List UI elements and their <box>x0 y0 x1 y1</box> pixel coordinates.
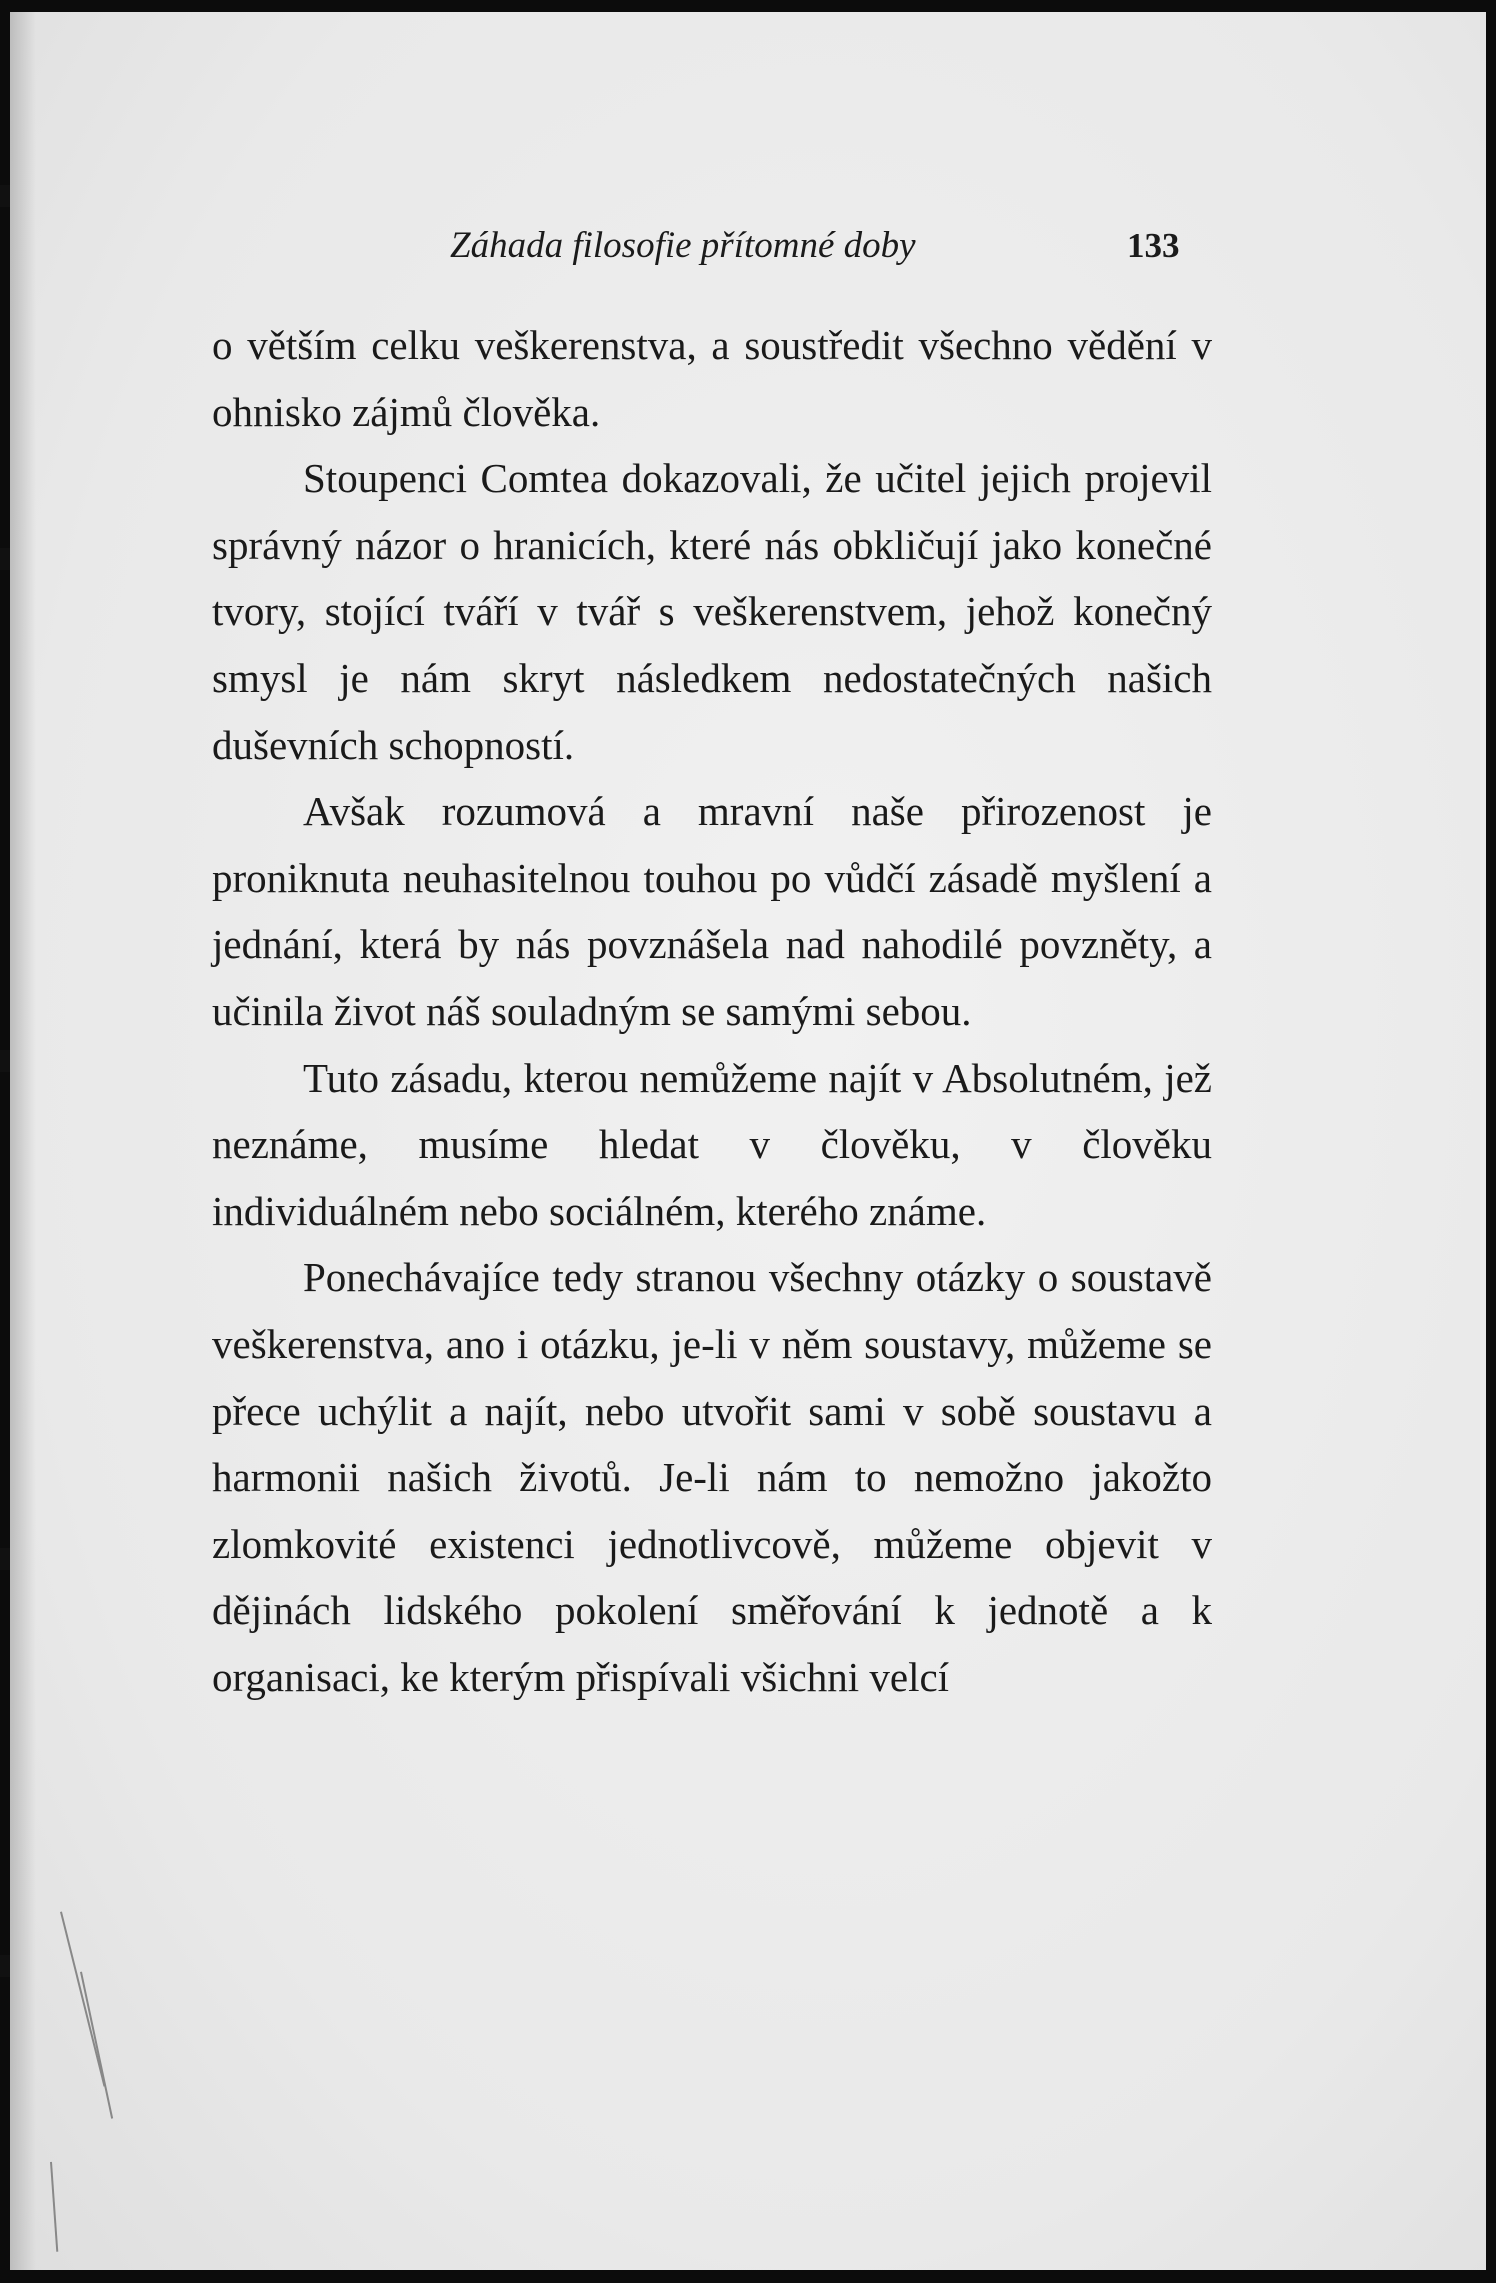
paragraph-4: Tuto zásadu, kterou nemůžeme najít v Absolutném, jež neznáme, musíme hledat v člověku, v člověku individuálném nebo sociálném, kterého známe. <box>212 1054 1212 1234</box>
paragraph-5: Ponechávajíce tedy stranou všechny otázky o soustavě veškerenstva, ano i otázku, je-li v něm soustavy, můžeme se přece uchýlit a najít, nebo utvořit sami v sobě soustavu a harmonii našich životů. Je-li nám to nemožno jakožto zlomkovité existenci jednotlivcově, můžeme objevit v dějinách lidského pokolení směřování k jednotě a k organisaci, ke kterým přispívali všichni velcí <box>212 1254 1212 1700</box>
running-title: Záhada filosofie přítomné doby <box>450 225 916 266</box>
book-page <box>10 12 1486 2270</box>
scan-scratch <box>80 1972 113 2119</box>
binding-mark <box>0 1548 10 1570</box>
paragraph-3: Avšak rozumová a mravní naše přirozenost je proniknuta neuhasitelnou touhou po vůdčí zásadě myšlení a jednání, která by nás povznášela nad nahodilé povzněty, a učinila život náš souladným se samými sebou. <box>212 788 1212 1034</box>
binding-mark <box>0 548 10 570</box>
paragraph-1: o větším celku veškerenstva, a soustředit všechno vědění v ohnisko zájmů člověka. <box>212 322 1212 435</box>
binding-mark <box>0 185 10 207</box>
page-header <box>10 218 1486 274</box>
page-number: 133 <box>1127 226 1180 265</box>
scan-scratch <box>50 2162 58 2252</box>
binding-mark <box>0 1955 10 1977</box>
paragraph-2: Stoupenci Comtea dokazovali, že učitel jejich projevil správný názor o hranicích, které nás obkličují jako konečné tvory, stojící tváří v tvář s veškerenstvem, jehož konečný smysl je nám skryt následkem nedostatečných našich duševních schopností. <box>212 455 1212 768</box>
page-edge-shadow <box>10 12 36 2270</box>
binding-mark <box>0 1050 10 1072</box>
body-text <box>212 312 1212 1710</box>
